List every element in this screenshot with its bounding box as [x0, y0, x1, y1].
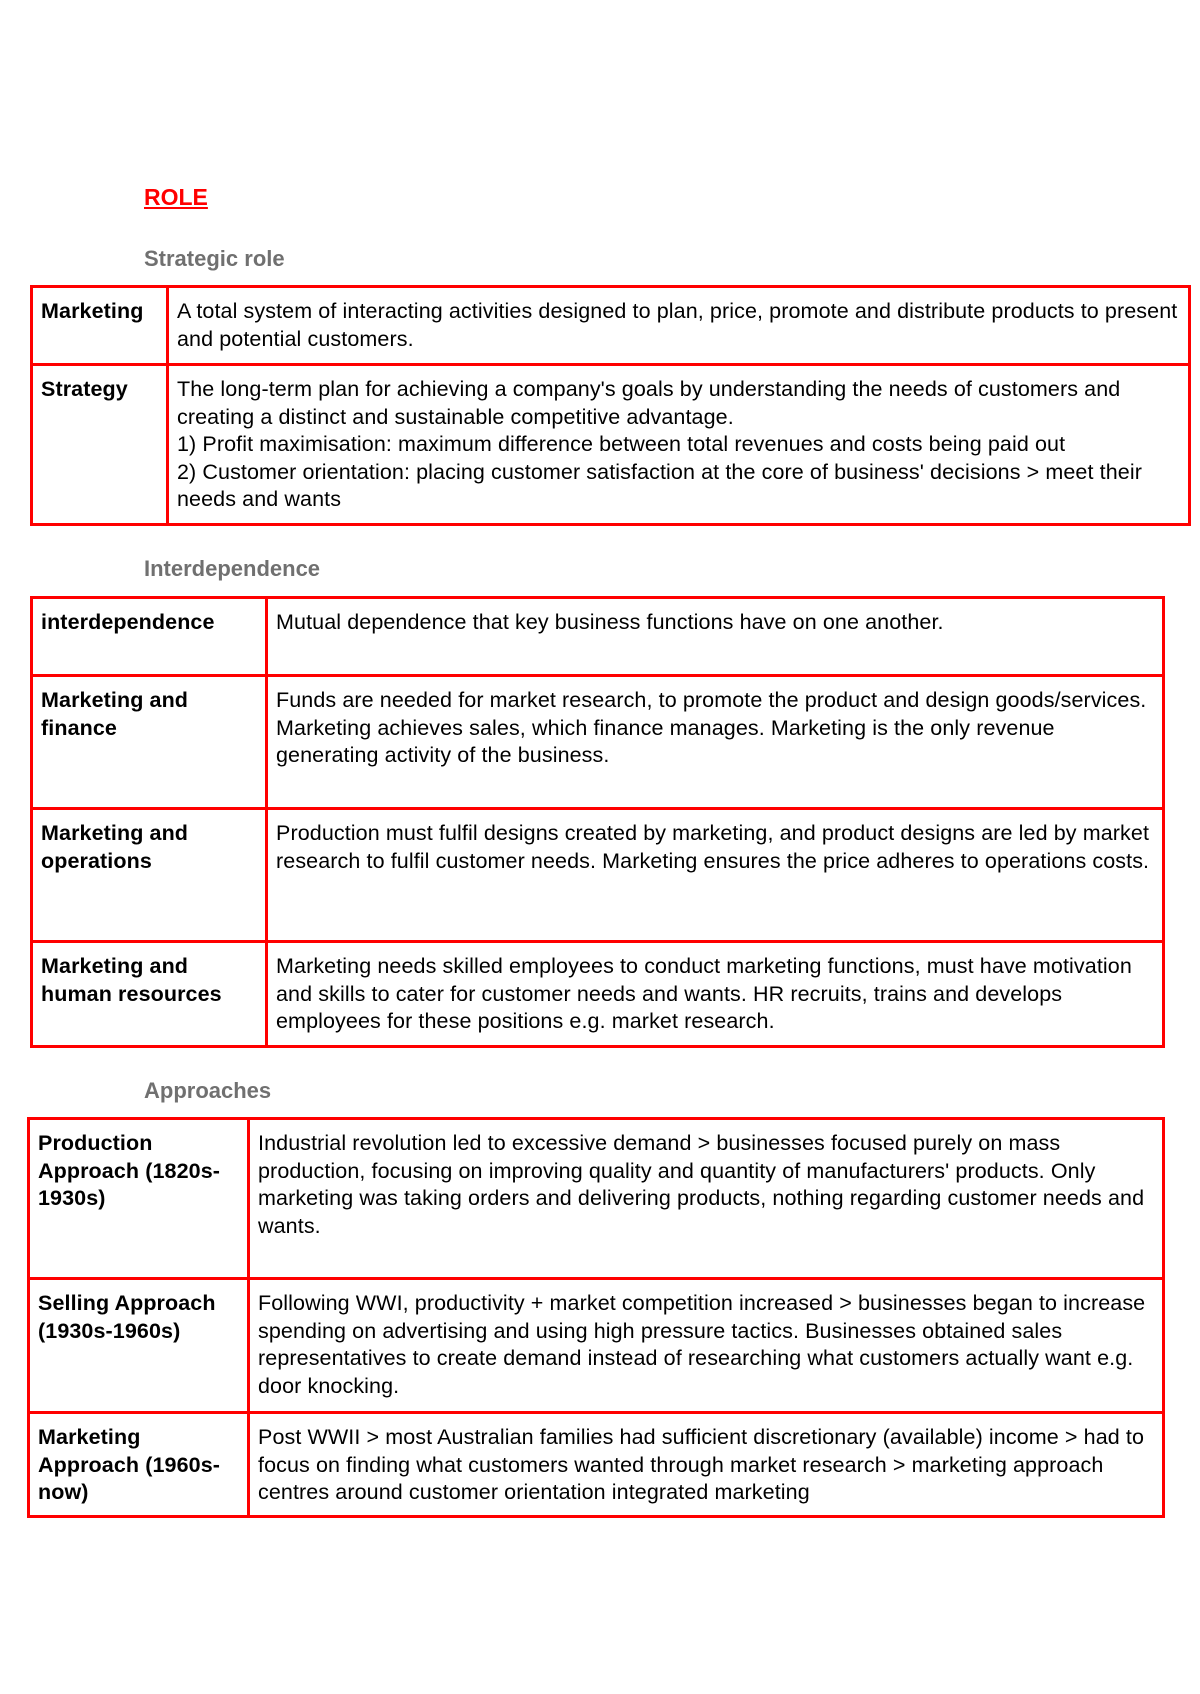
term-cell: Marketing and finance: [32, 676, 267, 809]
table-row: [32, 287, 1190, 365]
term-cell: interdependence: [32, 598, 267, 676]
definition-cell: Post WWII > most Australian families had sufficient discretionary (available) income > had to focus on finding what customers wanted through market research > marketing approach centres around customer orientation integrated marketing: [249, 1413, 1164, 1517]
strategic-role-table: [30, 285, 1191, 526]
table-row: [29, 1119, 1164, 1279]
definition-point: 1) Profit maximisation: maximum difference between total revenues and costs being paid out: [177, 432, 1066, 457]
table-row: [32, 809, 1164, 942]
definition-cell: Mutual dependence that key business functions have on one another.: [267, 598, 1164, 676]
definition-cell: A total system of interacting activities designed to plan, price, promote and distribute products to present and potential customers.: [168, 287, 1190, 365]
definition-point: 2) Customer orientation: placing customer satisfaction at the core of business' decisions > meet their needs and wants: [177, 459, 1142, 512]
table-row: [32, 598, 1164, 676]
table-row: [32, 365, 1190, 525]
term-cell: Marketing: [32, 287, 168, 365]
term-cell: Production Approach (1820s-1930s): [29, 1119, 249, 1279]
definition-cell: Production must fulfil designs created by marketing, and product designs are led by market research to fulfil customer needs. Marketing ensures the price adheres to operations costs.: [267, 809, 1164, 942]
section-heading-strategic-role: Strategic role: [144, 246, 285, 271]
page-title: ROLE: [144, 184, 208, 210]
term-cell: Selling Approach (1930s-1960s): [29, 1279, 249, 1413]
definition-cell: Funds are needed for market research, to promote the product and design goods/services. Marketing achieves sales, which finance manages. Marketing is the only revenue generating activity of the business.: [267, 676, 1164, 809]
table-row: [29, 1279, 1164, 1413]
term-cell: Marketing and operations: [32, 809, 267, 942]
table-row: [29, 1413, 1164, 1517]
term-cell: Strategy: [32, 365, 168, 525]
definition-cell: [168, 365, 1190, 525]
definition-text: The long-term plan for achieving a company's goals by understanding the needs of customers and creating a distinct and sustainable competitive advantage.: [177, 377, 1121, 429]
definition-cell: Following WWI, productivity + market competition increased > businesses began to increase spending on advertising and using high pressure tactics. Businesses obtained sales representatives to create demand instead of researching what customers actually want e.g. door knocking.: [249, 1279, 1164, 1413]
definition-cell: Industrial revolution led to excessive demand > businesses focused purely on mass production, focusing on improving quality and quantity of manufacturers' products. Only marketing was taking orders and delivering products, nothing regarding customer needs and wants.: [249, 1119, 1164, 1279]
approaches-table: [27, 1117, 1165, 1518]
table-row: [32, 942, 1164, 1047]
term-cell: Marketing Approach (1960s-now): [29, 1413, 249, 1517]
definition-cell: Marketing needs skilled employees to conduct marketing functions, must have motivation and skills to cater for customer needs and wants. HR recruits, trains and develops employees for these positions e.g. market research.: [267, 942, 1164, 1047]
interdependence-table: [30, 596, 1165, 1048]
section-heading-interdependence: Interdependence: [144, 556, 321, 581]
term-cell: Marketing and human resources: [32, 942, 267, 1047]
section-heading-approaches: Approaches: [144, 1078, 272, 1103]
table-row: [32, 676, 1164, 809]
